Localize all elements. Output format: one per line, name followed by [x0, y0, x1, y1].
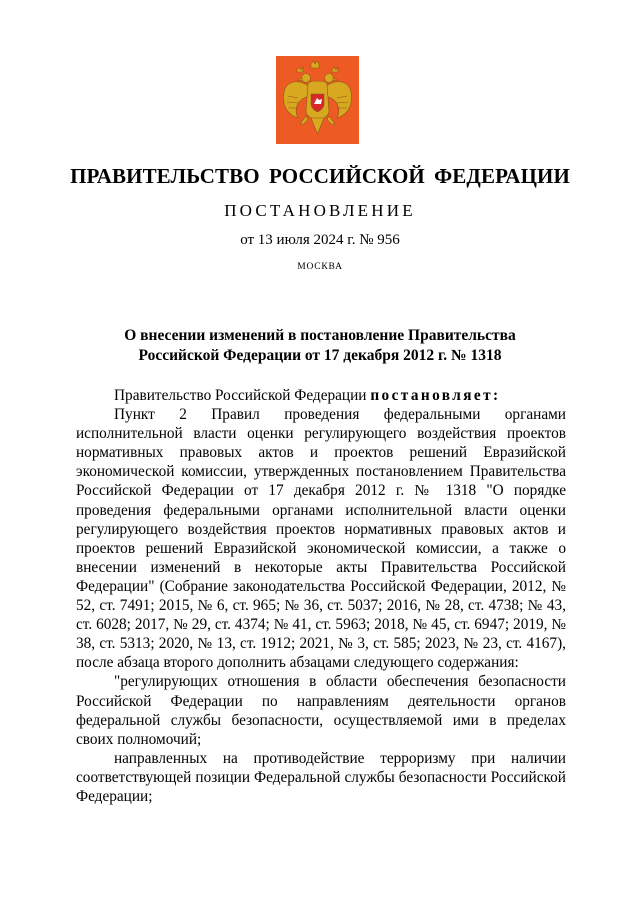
subject-line-2: Российской Федерации от 17 декабря 2012 г. № 1318	[138, 347, 502, 364]
government-title: ПРАВИТЕЛЬСТВО РОССИЙСКОЙ ФЕДЕРАЦИИ	[70, 164, 570, 188]
decree-word: постановляет:	[370, 387, 501, 404]
document-date-number: от 13 июля 2024 г. № 956	[240, 232, 400, 248]
paragraph-2: "регулирующих отношения в области обеспечения безопасности Российской Федерации по направлениям деятельности органов федеральной службы безопасности, осуществляемой ими в пределах своих полномочий;	[76, 673, 566, 748]
subject-line-1: О внесении изменений в постановление Правительства	[124, 327, 516, 344]
decree-intro	[76, 386, 566, 405]
coat-of-arms-emblem	[276, 56, 359, 144]
document-subject	[70, 326, 570, 366]
intro-text: Правительство Российской Федерации	[114, 387, 371, 404]
paragraph-3: направленных на противодействие терроризму при наличии соответствующей позиции Федеральной службы безопасности Российской Федерации;	[76, 749, 566, 805]
city-name: МОСКВА	[297, 262, 343, 272]
document-type: ПОСТАНОВЛЕНИЕ	[224, 201, 416, 220]
document-body	[76, 386, 566, 806]
paragraph-1: Пункт 2 Правил проведения федеральными органами исполнительной власти оценки регулирующего воздействия проектов нормативных правовых актов и проектов решений Евразийской экономической комиссии, утвержденных постановлением Правительства Российской Федерации от 17 декабря 2012 г. № 1318 "О порядке проведения федеральными органами исполнительной власти оценки регулирующего воздействия проектов нормативных правовых актов и проектов решений Евразийской экономической комиссии, а также о внесении изменений в некоторые акты Правительства Российской Федерации" (Собрание законодательства Российской Федерации, 2012, № 52, ст. 7491; 2015, № 6, ст. 965; № 36, ст. 5037; 2016, № 28, ст. 4738; № 43, ст. 6028; 2017, № 29, ст. 4374; № 41, ст. 5963; 2018, № 45, ст. 6947; 2019, № 38, ст. 5313; 2020, № 13, ст. 1912; 2021, № 3, ст. 585; 2023, № 23, ст. 4167), после абзаца второго дополнить абзацами следующего содержания:	[76, 406, 566, 672]
